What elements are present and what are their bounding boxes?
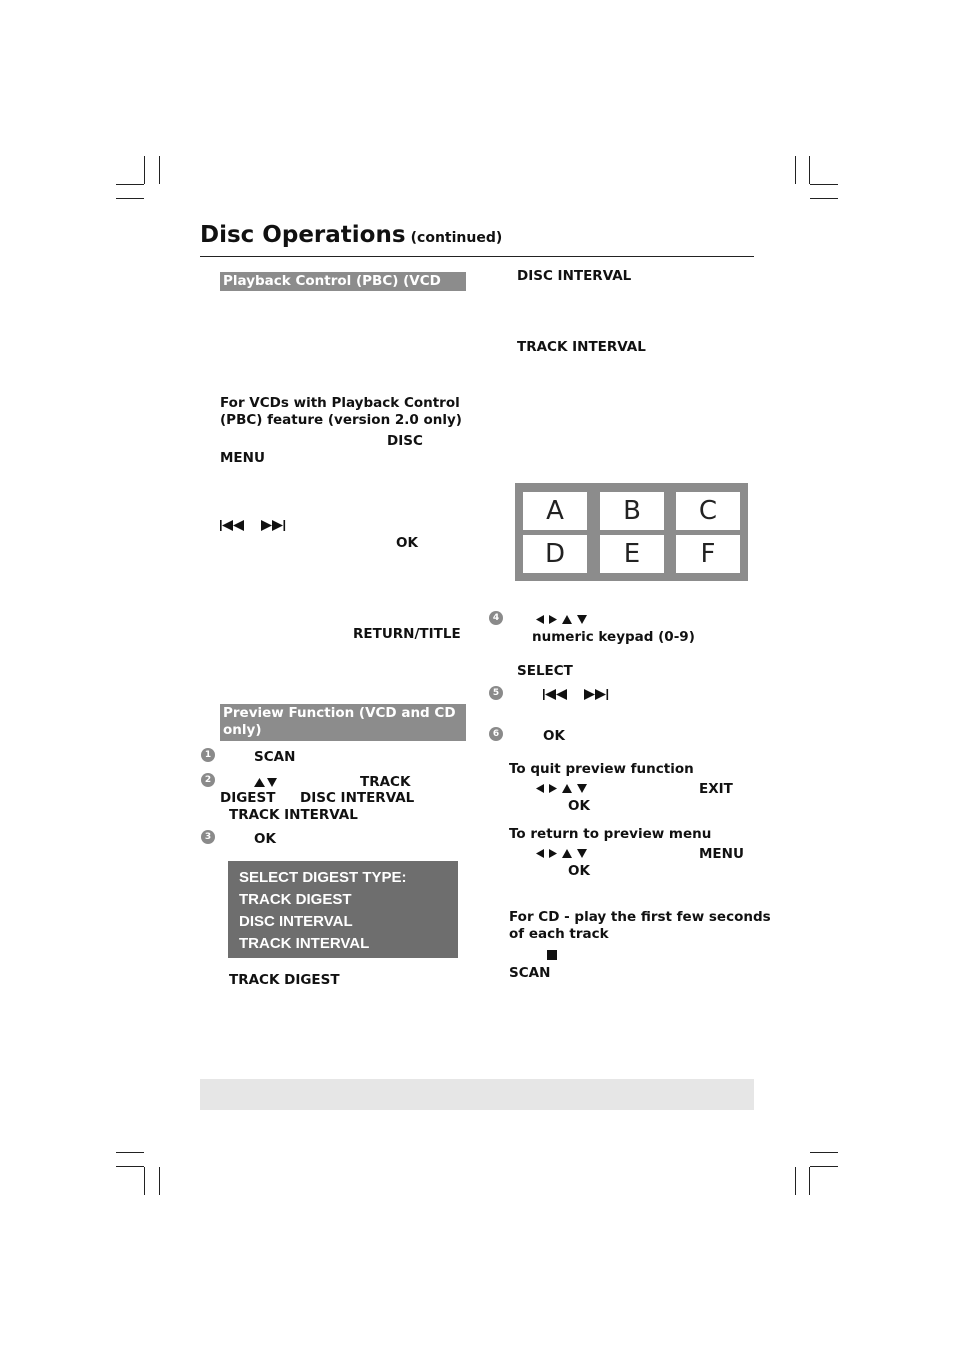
- digest-menu-option: TRACK INTERVAL: [239, 935, 370, 952]
- pbc-subtitle-line1: For VCDs with Playback Control: [220, 395, 460, 411]
- crop-mark: [116, 184, 144, 185]
- crop-mark: [795, 156, 796, 184]
- return-preview-heading: To return to preview menu: [509, 826, 712, 842]
- crop-mark: [144, 156, 145, 184]
- quit-ok-label: OK: [568, 798, 590, 814]
- thumbnail-cell: A: [523, 492, 587, 530]
- step-5-badge: 5: [489, 686, 503, 700]
- preview-header-line1: Preview Function (VCD and CD: [223, 705, 456, 721]
- thumbnail-cell: B: [600, 492, 664, 530]
- step-2-badge: 2: [201, 773, 215, 787]
- thumbnail-cell: E: [600, 535, 664, 573]
- footer-bar: [200, 1079, 754, 1110]
- thumbnail-cell: D: [523, 535, 587, 573]
- step-3-ok: OK: [254, 831, 276, 847]
- thumbnail-cell: C: [676, 492, 740, 530]
- step-2-disc-interval: DISC INTERVAL: [300, 790, 415, 806]
- step-4-badge: 4: [489, 611, 503, 625]
- up-down-arrows-icon: [254, 777, 278, 788]
- four-way-arrows-icon: [536, 614, 590, 625]
- step-3-badge: 3: [201, 830, 215, 844]
- quit-preview-heading: To quit preview function: [509, 761, 694, 777]
- track-interval-heading: TRACK INTERVAL: [517, 339, 646, 355]
- crop-mark: [144, 1167, 145, 1195]
- digest-menu-screen: [228, 861, 458, 958]
- crop-mark: [810, 184, 838, 185]
- crop-mark: [159, 1167, 160, 1195]
- select-label: SELECT: [517, 663, 573, 679]
- crop-mark: [159, 156, 160, 184]
- skip-prev-next-icon: [220, 519, 292, 532]
- step-2-digest: DIGEST: [220, 790, 276, 806]
- crop-mark: [810, 1152, 838, 1153]
- crop-mark: [810, 1166, 838, 1167]
- crop-mark: [116, 1152, 144, 1153]
- pbc-subtitle-line2: (PBC) feature (version 2.0 only): [220, 412, 462, 428]
- title-rule: [200, 256, 754, 257]
- crop-mark: [116, 1166, 144, 1167]
- cd-heading-line1: For CD - play the first few seconds: [509, 909, 771, 925]
- scan-label-right: SCAN: [509, 965, 551, 981]
- step-6-badge: 6: [489, 727, 503, 741]
- menu-label-right: MENU: [699, 846, 744, 862]
- digest-menu-option: TRACK DIGEST: [239, 891, 352, 908]
- crop-mark: [809, 1167, 810, 1195]
- step-6-ok: OK: [543, 728, 565, 744]
- crop-mark: [795, 1167, 796, 1195]
- crop-mark: [809, 156, 810, 184]
- disc-interval-heading: DISC INTERVAL: [517, 268, 632, 284]
- preview-section-header: [220, 704, 466, 741]
- digest-menu-title: SELECT DIGEST TYPE:: [239, 869, 407, 886]
- four-way-arrows-icon: [536, 783, 590, 794]
- digest-menu-option: DISC INTERVAL: [239, 913, 353, 930]
- step-2-track: TRACK: [360, 774, 411, 790]
- track-digest-label: TRACK DIGEST: [229, 972, 340, 988]
- ok-label: OK: [396, 535, 418, 551]
- stop-icon: [547, 950, 557, 960]
- preview-header-line2: only): [223, 722, 262, 738]
- pbc-section-header: Playback Control (PBC) (VCD only): [220, 272, 466, 291]
- thumbnail-cell: F: [676, 535, 740, 573]
- disc-label: DISC: [387, 433, 423, 449]
- exit-label: EXIT: [699, 781, 733, 797]
- return-title-label: RETURN/TITLE: [353, 626, 461, 642]
- page-title-continued: (continued): [410, 230, 503, 246]
- skip-prev-next-icon: [543, 688, 615, 701]
- page-title-main: Disc Operations: [200, 222, 406, 248]
- return-ok-label: OK: [568, 863, 590, 879]
- four-way-arrows-icon: [536, 848, 590, 859]
- menu-label: MENU: [220, 450, 265, 466]
- crop-mark: [810, 198, 838, 199]
- page-title: [200, 222, 502, 248]
- step-2-track-interval: TRACK INTERVAL: [229, 807, 358, 823]
- step-1-scan: SCAN: [254, 749, 296, 765]
- cd-heading-line2: of each track: [509, 926, 609, 942]
- step-1-badge: 1: [201, 748, 215, 762]
- crop-mark: [116, 198, 144, 199]
- thumbnail-grid: [515, 483, 748, 581]
- step-4-keypad: numeric keypad (0-9): [532, 629, 695, 645]
